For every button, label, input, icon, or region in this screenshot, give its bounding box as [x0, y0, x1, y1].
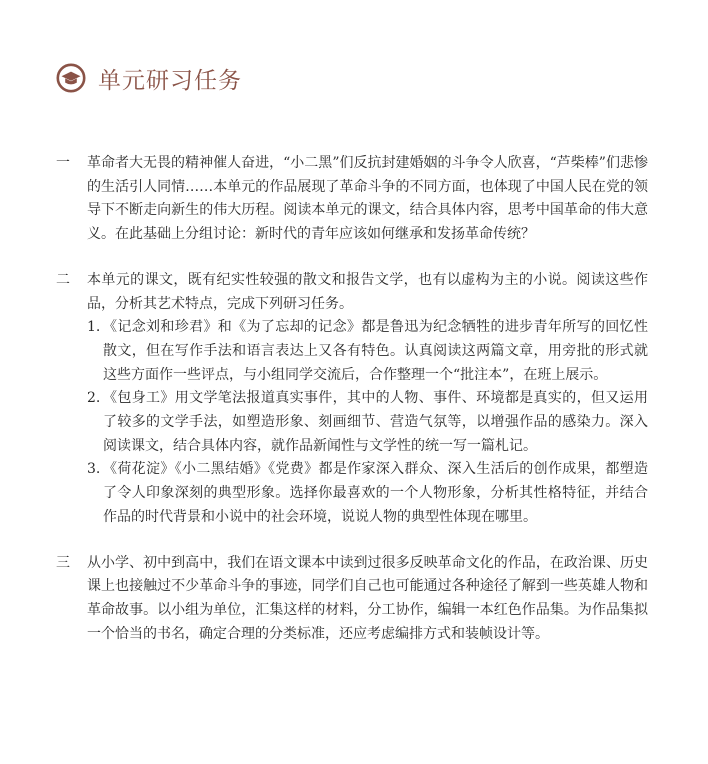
sub-task-1 [87, 316, 648, 387]
section-number: 二 [56, 271, 70, 288]
section-text: 革命者大无畏的精神催人奋进，“小二黑”们反抗封建婚姻的斗争令人欣喜，“芦柴棒”们悲惨的生活引人同情……本单元的作品展现了革命斗争的不同方面，也体现了中国人民在党的领导下不断走向新生的伟大历程。阅读本单元的课文，结合具体内容，思考中国革命的伟大意义。在此基础上分组讨论：新时代的青年应该如何继承和发扬革命传统？ [87, 155, 648, 243]
section-intro: 本单元的课文，既有纪实性较强的散文和报告文学，也有以虚构为主的小说。阅读这些作品，分析其艺术特点，完成下列研习任务。 [87, 271, 648, 312]
sub-task-3 [87, 458, 648, 529]
sub-task-number: 3. [87, 461, 101, 478]
sub-task-text: 《荷花淀》《小二黑结婚》《党费》都是作家深入群众、深入生活后的创作成果，都塑造了令人印象深刻的典型形象。选择你最喜欢的一个人物形象，分析其性格特征，并结合作品的时代背景和小说中的社会环境，说说人物的典型性体现在哪里。 [103, 461, 648, 525]
task-list [56, 152, 648, 646]
sub-task-number: 1. [87, 319, 101, 336]
section-number: 三 [56, 554, 70, 571]
sub-task-text: 《记念刘和珍君》和《为了忘却的记念》都是鲁迅为纪念牺牲的进步青年所写的回忆性散文，但在写作手法和语言表达上又各有特色。认真阅读这两篇文章，用旁批的形式就这些方面作一些评点，与小组同学交流后，合作整理一个“批注本”，在班上展示。 [103, 319, 648, 383]
task-section-1 [56, 152, 648, 247]
graduation-cap-icon [56, 63, 86, 93]
section-header [56, 60, 242, 96]
section-number: 一 [56, 155, 70, 171]
section-body [87, 552, 648, 647]
section-text: 从小学、初中到高中，我们在语文课本中读到过很多反映革命文化的作品，在政治课、历史课上也接触过不少革命斗争的事迹，同学们自己也可能通过各种途径了解到一些英雄人物和革命故事。以小组为单位，汇集这样的材料，分工协作，编辑一本红色作品集。为作品集拟一个恰当的书名，确定合理的分类标准，还应考虑编排方式和装帧设计等。 [87, 554, 648, 642]
sub-task-2 [87, 387, 648, 458]
sub-task-text: 《包身工》用文学笔法报道真实事件，其中的人物、事件、环境都是真实的，但又运用了较多的文学手法，如塑造形象、刻画细节、营造气氛等，以增强作品的感染力。深入阅读课文，结合具体内容，就作品新闻性与文学性的统一写一篇札记。 [103, 390, 648, 454]
task-section-2 [56, 269, 648, 530]
section-body [87, 269, 648, 530]
page-title: 单元研习任务 [98, 67, 242, 94]
sub-task-number: 2. [87, 390, 101, 407]
section-body [87, 152, 648, 247]
task-section-3 [56, 552, 648, 647]
